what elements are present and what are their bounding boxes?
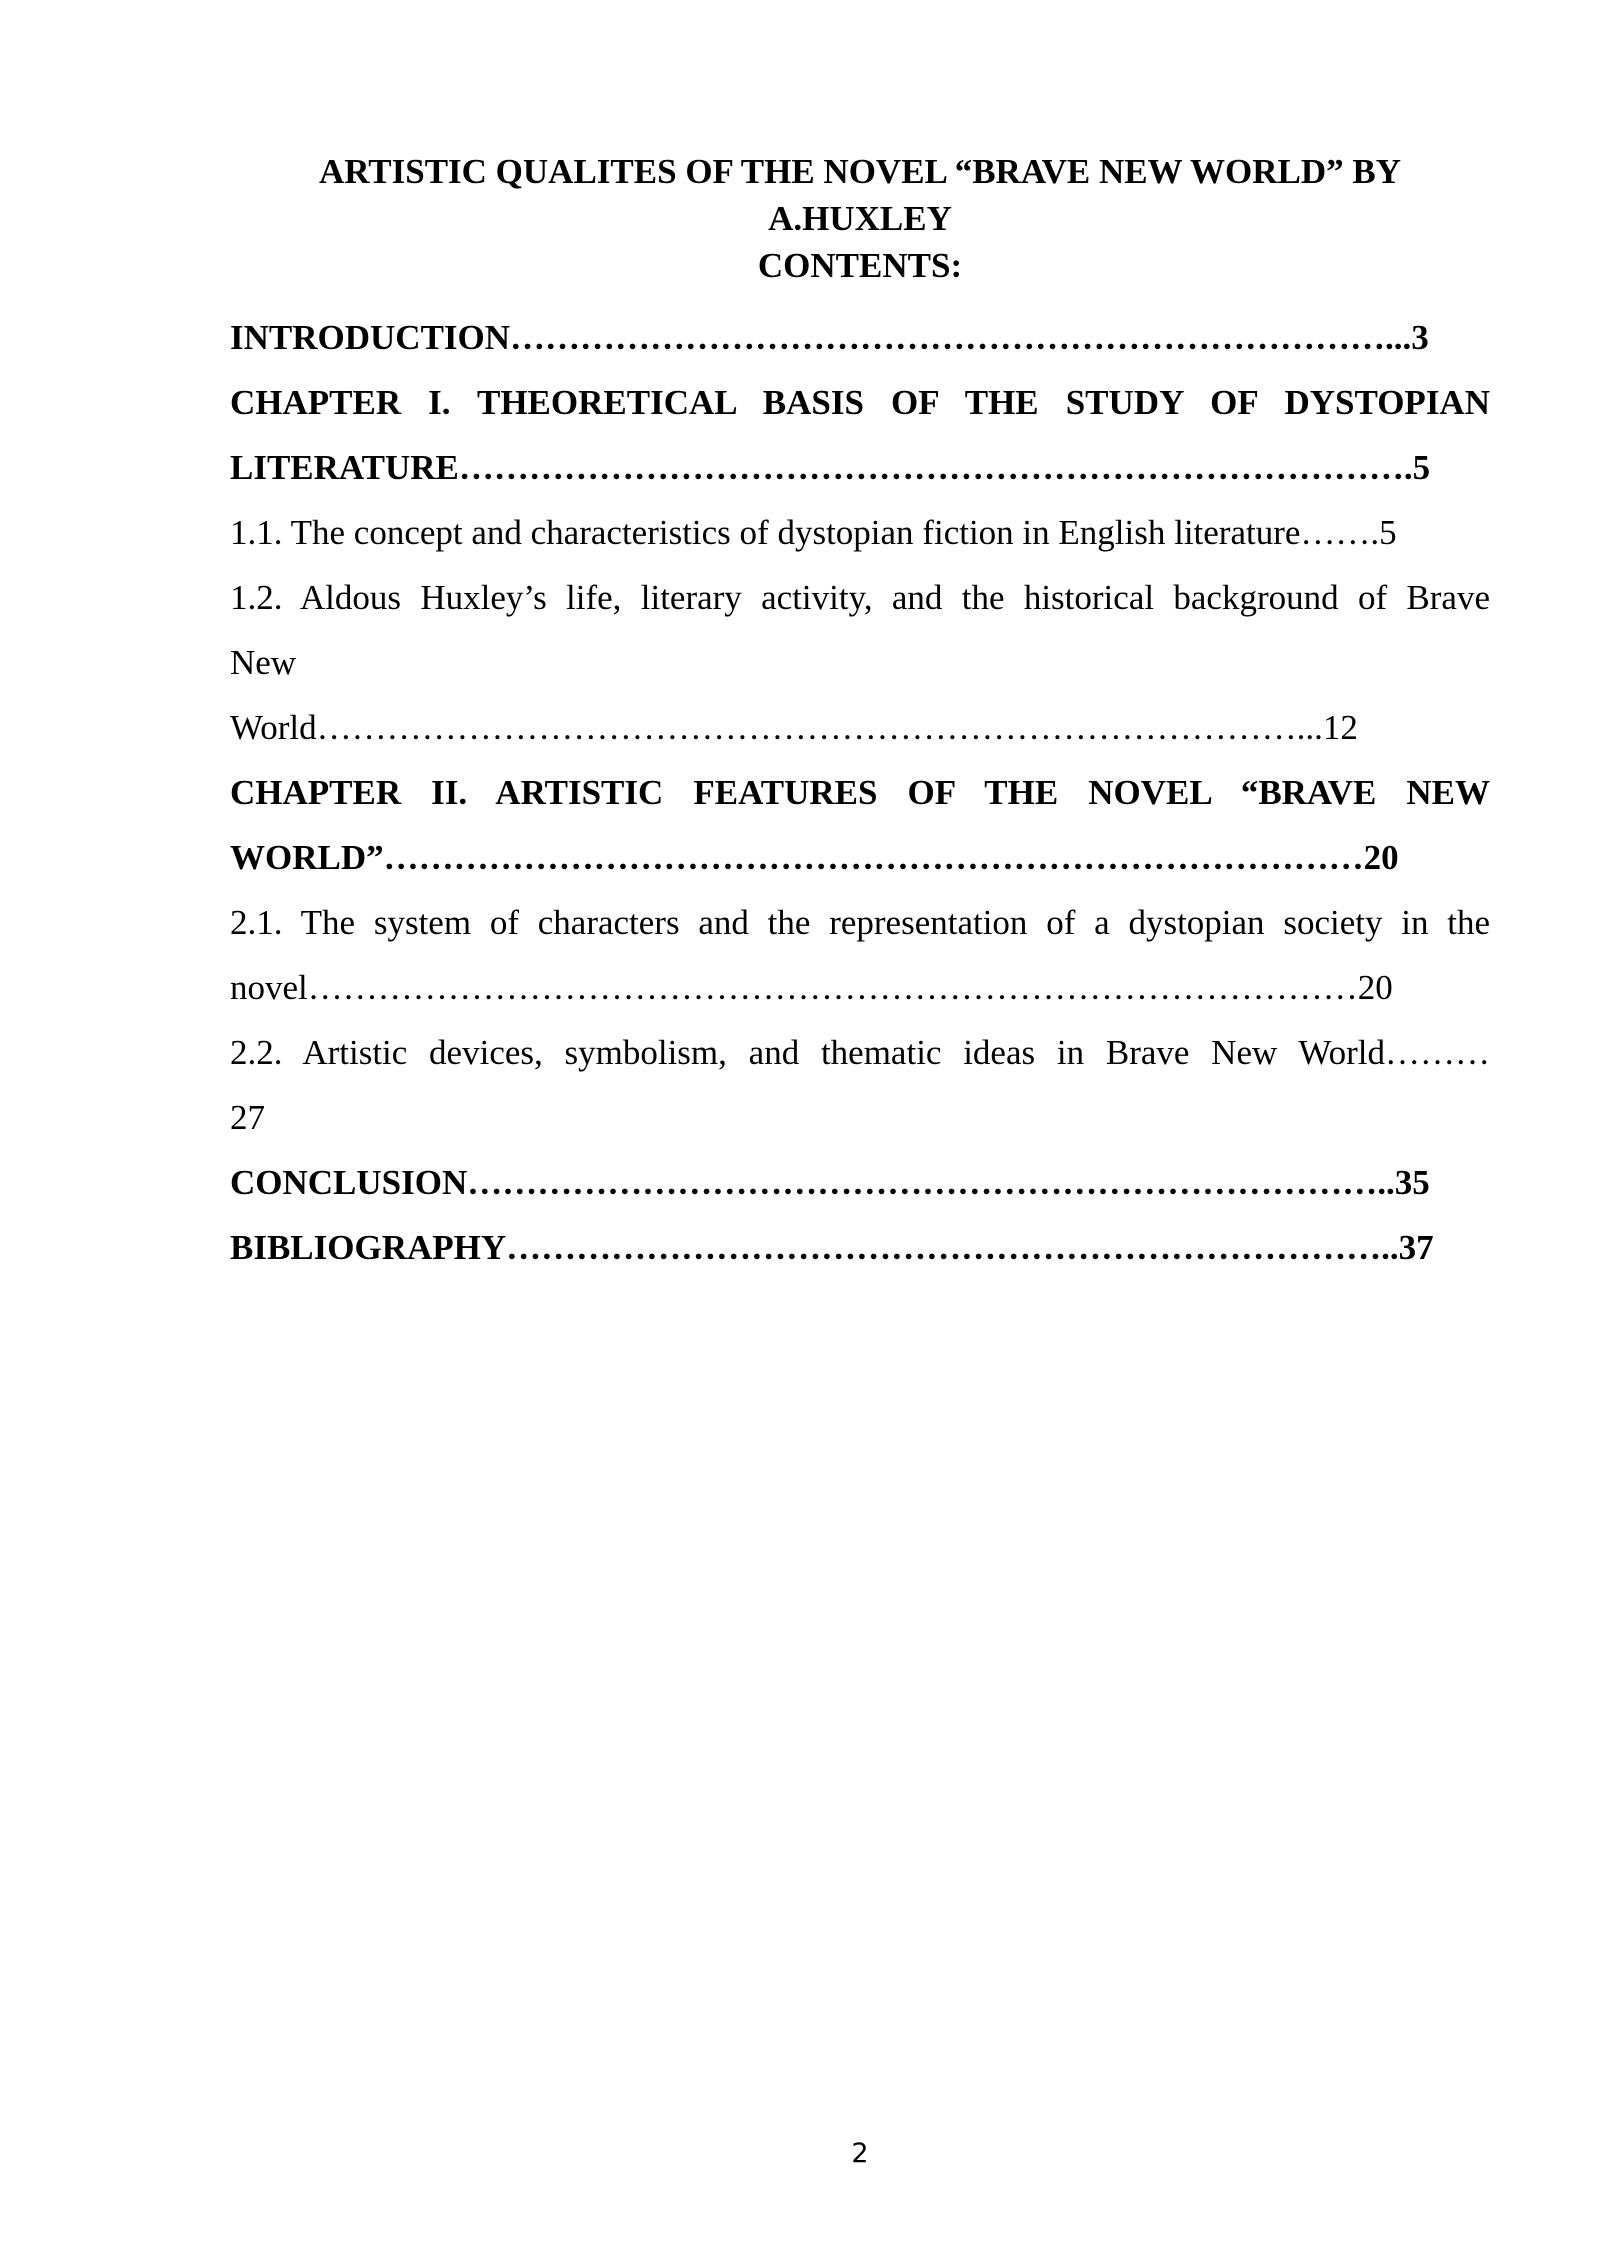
page-number: 2 (851, 2138, 869, 2169)
document-title-line-2: A.HUXLEY (768, 199, 952, 238)
document-title-line-1: ARTISTIC QUALITES OF THE NOVEL “BRAVE NEW WORLD” BY (318, 152, 1402, 191)
toc-entry-section-1-2-line-2: New (230, 643, 297, 682)
toc-entry-chapter-2-line-2: WORLD”…………………………………………………………………………20 (230, 838, 1399, 877)
toc-entry-section-1-1: 1.1. The concept and characteristics of dystopian fiction in English literature…….5 (230, 513, 1397, 552)
toc-entry-section-2-1-line-1: 2.1. The system of characters and the representation of a dystopian society in the (230, 903, 1490, 942)
toc-entry-chapter-1-line-2: LITERATURE……………………………………………………………………….5 (230, 448, 1431, 487)
toc-entry-bibliography: BIBLIOGRAPHY…………………………………………………………………..37 (230, 1228, 1434, 1267)
toc-entry-section-2-2-line-2: 27 (230, 1098, 265, 1137)
toc-entry-conclusion: CONCLUSION……………………………………………………………………..35 (230, 1163, 1430, 1202)
toc-entry-section-2-2-line-1: 2.2. Artistic devices, symbolism, and thematic ideas in Brave New World……… (230, 1033, 1490, 1072)
toc-entry-introduction: INTRODUCTION…………………………………………………………………...3 (230, 318, 1429, 357)
contents-heading: CONTENTS: (757, 246, 963, 285)
toc-entry-chapter-2-line-1: CHAPTER II. ARTISTIC FEATURES OF THE NOVEL “BRAVE NEW (230, 773, 1490, 812)
toc-entry-section-1-2-line-1: 1.2. Aldous Huxley’s life, literary activity, and the historical background of Brave (230, 578, 1490, 617)
table-of-contents (230, 305, 1490, 1280)
toc-entry-section-2-1-line-2: novel………………………………………………………………………………20 (230, 968, 1393, 1007)
toc-entry-chapter-1-line-1: CHAPTER I. THEORETICAL BASIS OF THE STUDY OF DYSTOPIAN (230, 383, 1490, 422)
document-title-block (230, 148, 1490, 289)
toc-entry-section-1-2-line-3: World…………………………………………………………………………...12 (230, 708, 1358, 747)
